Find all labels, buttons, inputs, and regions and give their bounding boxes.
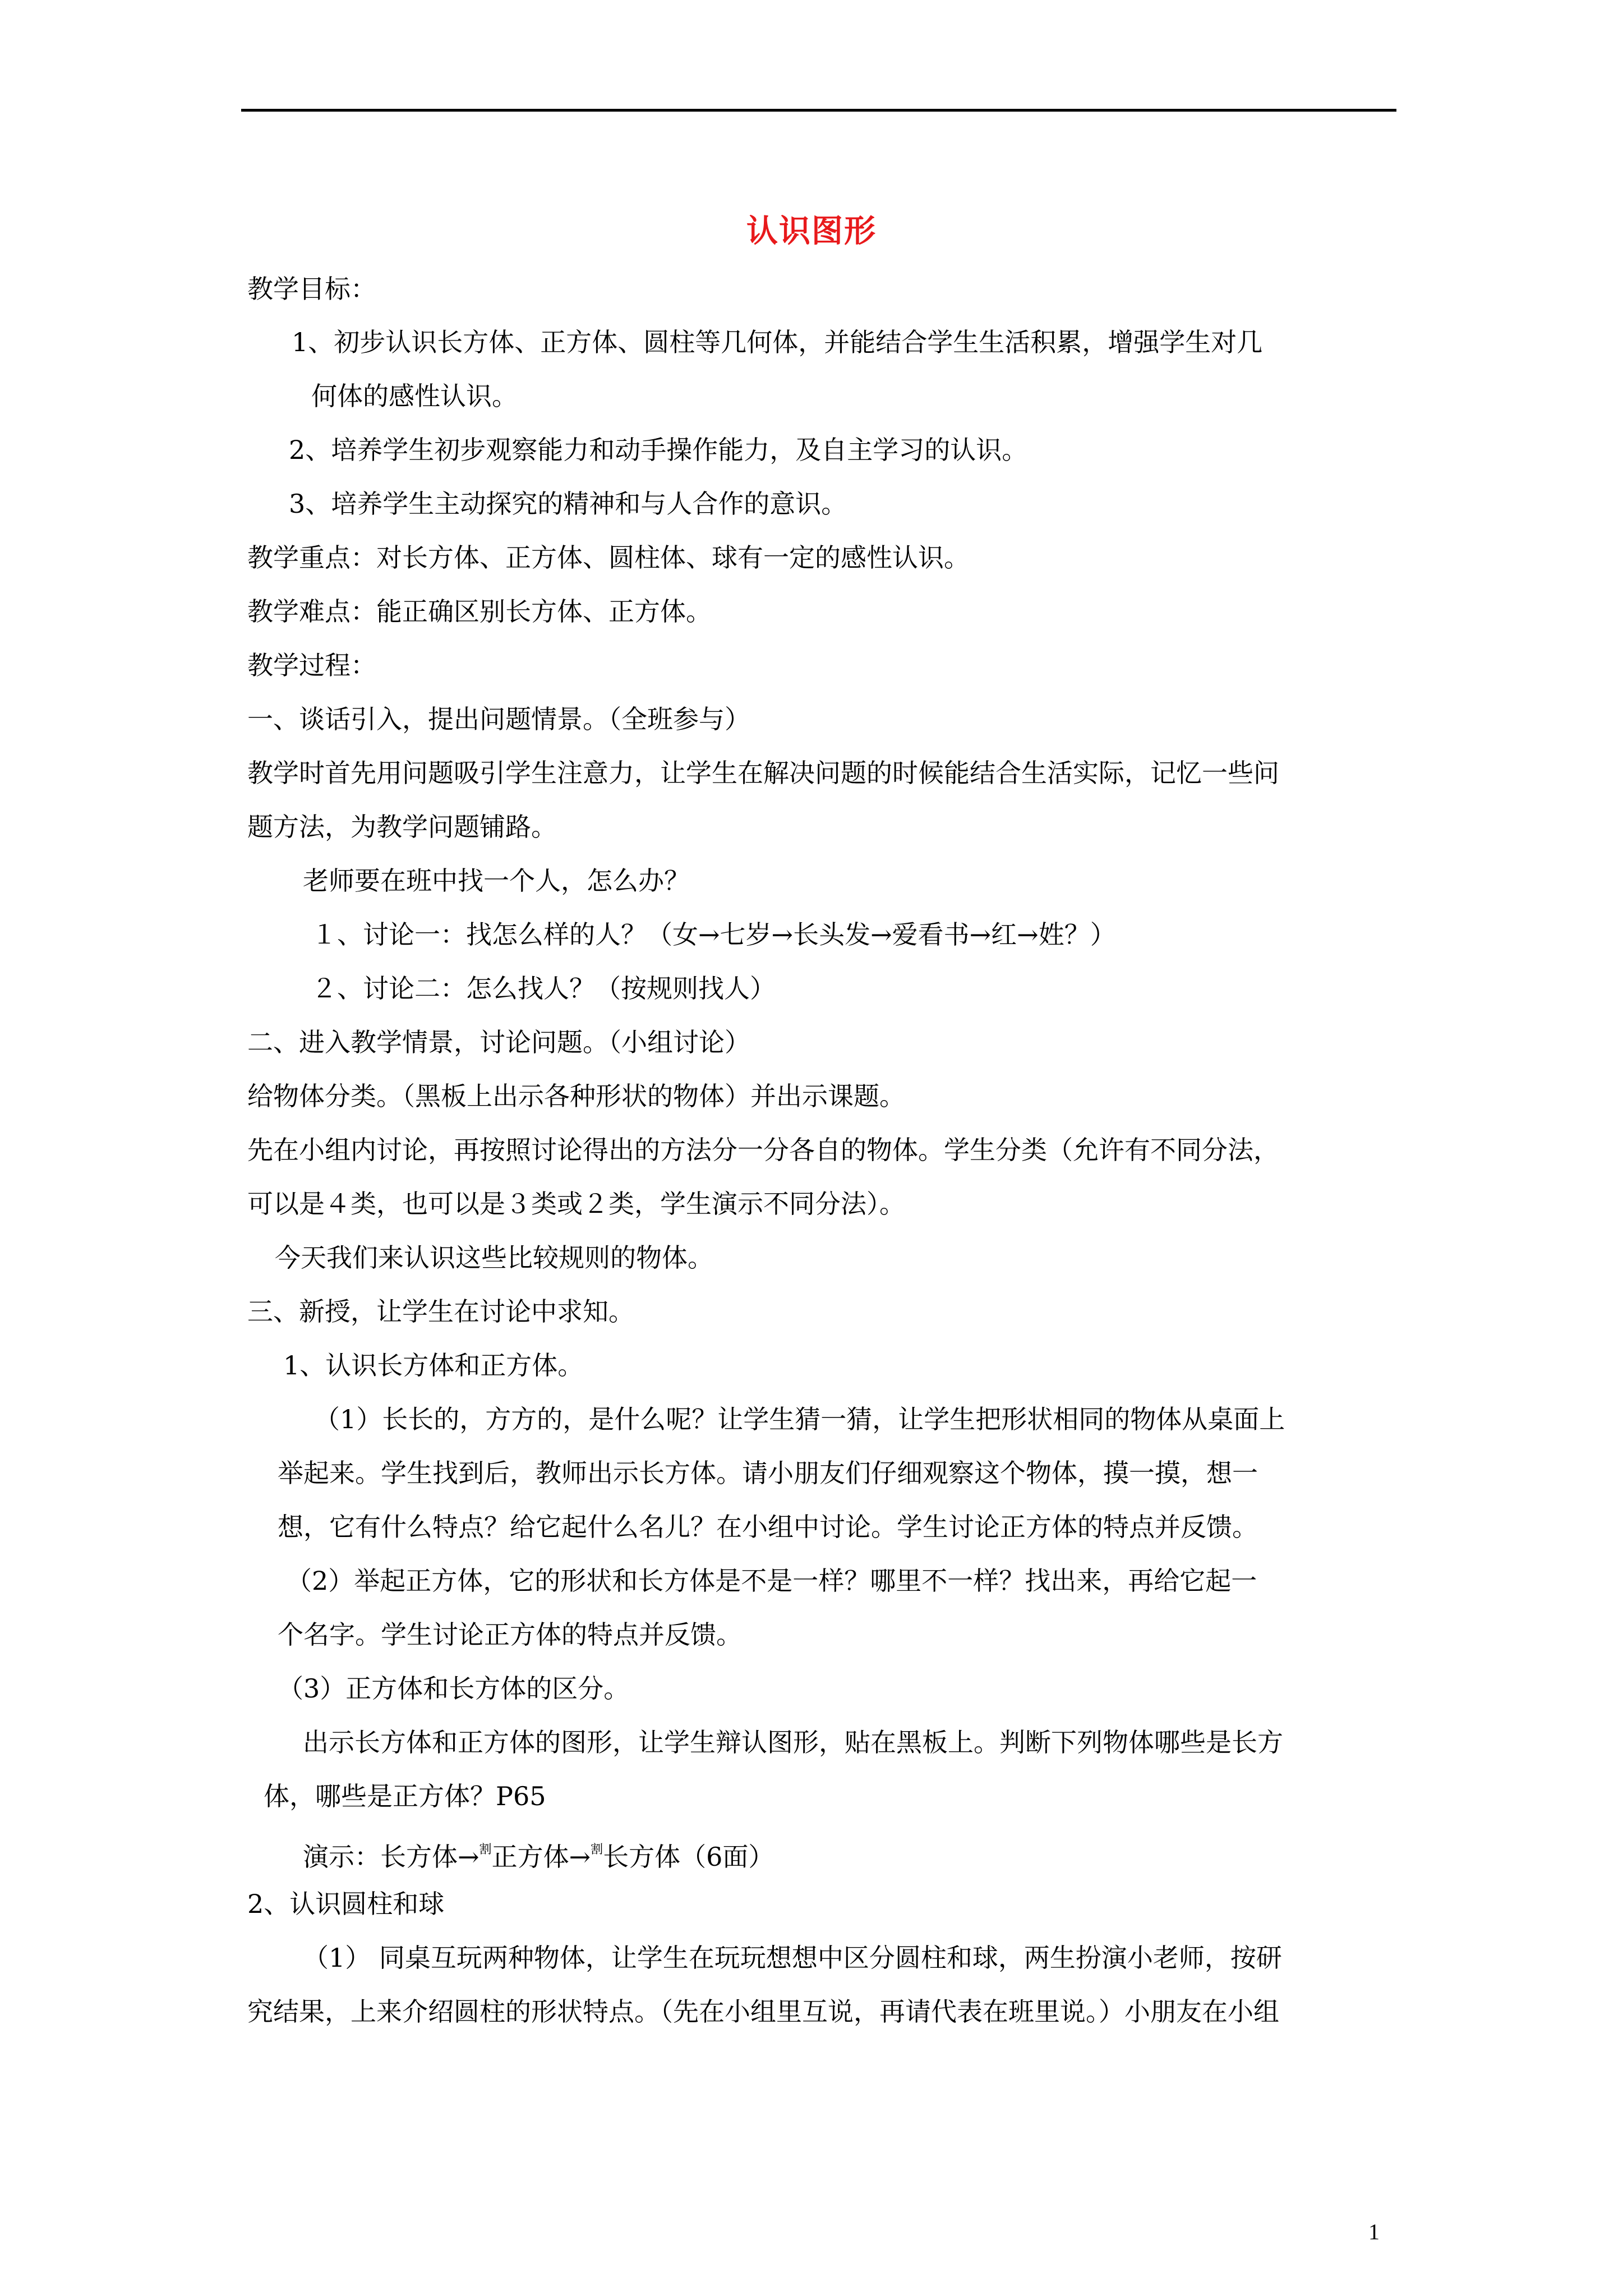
paragraph-line: 教学重点：对长方体、正方体、圆柱体、球有一定的感性认识。 bbox=[247, 542, 970, 573]
paragraph-line: （1）长长的，方方的，是什么呢？让学生猜一猜，让学生把形状相同的物体从桌面上 bbox=[314, 1404, 1285, 1434]
paragraph-line: 教学过程： bbox=[247, 650, 376, 680]
paragraph-line: 今天我们来认识这些比较规则的物体。 bbox=[275, 1243, 713, 1273]
paragraph-line: 究结果，上来介绍圆柱的形状特点。（先在小组里互说，再请代表在班里说。）小朋友在小组 bbox=[247, 1996, 1279, 2027]
paragraph-line: 教学难点：能正确区别长方体、正方体。 bbox=[247, 596, 712, 627]
demo-line bbox=[303, 1833, 774, 1874]
paragraph-line: （3）正方体和长方体的区分。 bbox=[278, 1673, 630, 1704]
paragraph-line: 3、培养学生主动探究的精神和与人合作的意识。 bbox=[289, 489, 847, 519]
paragraph-line: 教学目标： bbox=[247, 274, 376, 304]
paragraph-line: 个名字。学生讨论正方体的特点并反馈。 bbox=[278, 1619, 742, 1650]
paragraph-line: １、讨论一：找怎么样的人？（女→七岁→长头发→爱看书→红→姓？） bbox=[311, 919, 1116, 950]
demo-sup1: 割 bbox=[479, 1843, 492, 1857]
demo-part3: 长方体（6面） bbox=[603, 1842, 774, 1872]
paragraph-line: 可以是４类，也可以是３类或２类，学生演示不同分法）。 bbox=[247, 1189, 905, 1219]
demo-part1: 长方体→ bbox=[380, 1842, 479, 1872]
paragraph-line: 出示长方体和正方体的图形，让学生辩认图形，贴在黑板上。判断下列物体哪些是长方 bbox=[303, 1727, 1283, 1757]
paragraph-line: 教学时首先用问题吸引学生注意力，让学生在解决问题的时候能结合生活实际，记忆一些问 bbox=[247, 758, 1279, 788]
paragraph-line: 2、认识圆柱和球 bbox=[247, 1889, 445, 1919]
document-title: 认识图形 bbox=[746, 213, 877, 250]
header-rule bbox=[241, 109, 1396, 112]
section-heading: 一、谈话引入，提出问题情景。（全班参与） bbox=[247, 704, 750, 734]
paragraph-line: 给物体分类。（黑板上出示各种形状的物体）并出示课题。 bbox=[247, 1081, 905, 1111]
paragraph-line: 1、初步认识长方体、正方体、圆柱等几何体，并能结合学生生活积累，增强学生对几 bbox=[292, 327, 1263, 357]
paragraph-line: 老师要在班中找一个人，怎么办？ bbox=[303, 866, 690, 896]
page-number: 1 bbox=[1368, 2219, 1380, 2244]
paragraph-line: ２、讨论二：怎么找人？（按规则找人） bbox=[311, 973, 776, 1004]
paragraph-line: （2）举起正方体，它的形状和长方体是不是一样？哪里不一样？找出来，再给它起一 bbox=[286, 1566, 1257, 1596]
paragraph-line: 1、认识长方体和正方体。 bbox=[283, 1350, 584, 1381]
paragraph-line: 想，它有什么特点？给它起什么名儿？在小组中讨论。学生讨论正方体的特点并反馈。 bbox=[278, 1512, 1258, 1542]
demo-part2: 正方体→ bbox=[491, 1842, 591, 1872]
paragraph-line: （1） 同桌互玩两种物体，让学生在玩玩想想中区分圆柱和球，两生扮演小老师，按研 bbox=[303, 1943, 1282, 1973]
demo-sup2: 割 bbox=[591, 1843, 603, 1857]
paragraph-line: 2、培养学生初步观察能力和动手操作能力，及自主学习的认识。 bbox=[289, 435, 1028, 465]
paragraph-line: 举起来。学生找到后，教师出示长方体。请小朋友们仔细观察这个物体，摸一摸，想一 bbox=[278, 1458, 1258, 1488]
paragraph-line: 体，哪些是正方体？P65 bbox=[264, 1781, 546, 1811]
section-heading: 二、进入教学情景，讨论问题。（小组讨论） bbox=[247, 1027, 750, 1057]
paragraph-line: 先在小组内讨论，再按照讨论得出的方法分一分各自的物体。学生分类（允许有不同分法， bbox=[247, 1135, 1279, 1165]
paragraph-line: 题方法，为教学问题铺路。 bbox=[247, 812, 557, 842]
section-heading: 三、新授，让学生在讨论中求知。 bbox=[247, 1296, 634, 1327]
paragraph-line: 何体的感性认识。 bbox=[311, 381, 518, 411]
demo-label: 演示： bbox=[303, 1842, 380, 1872]
